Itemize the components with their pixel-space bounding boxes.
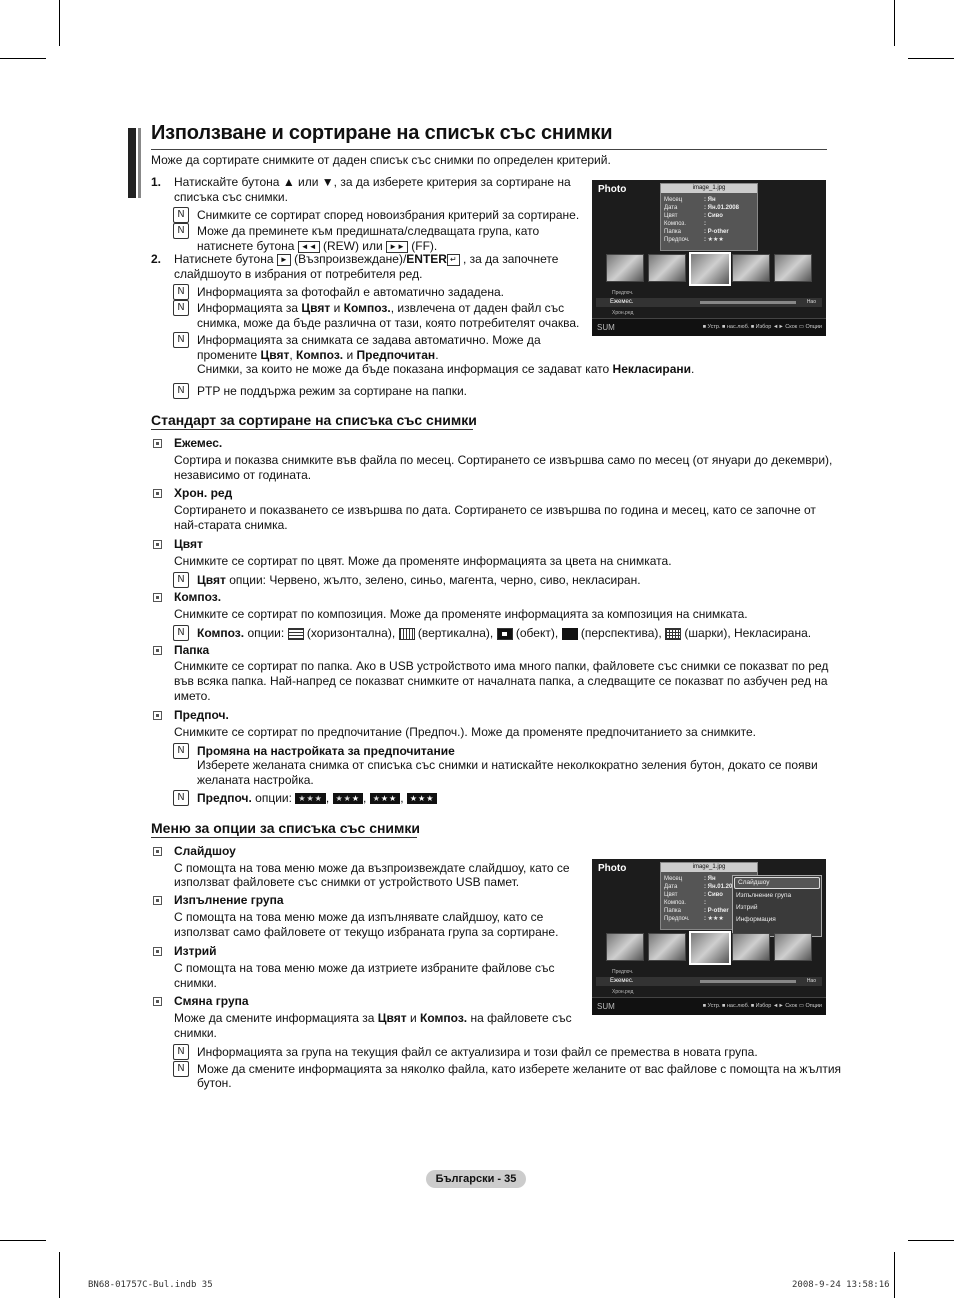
menu-item-delete[interactable]: Изтрий	[736, 904, 758, 911]
group-slider[interactable]	[700, 301, 796, 304]
pattern-composition-icon	[665, 628, 681, 640]
slider-end-label: Нао	[806, 978, 816, 984]
item-text: снимки.	[174, 1026, 217, 1040]
note-icon: N	[173, 207, 189, 223]
note-text-part: Цвят	[197, 573, 226, 587]
bullet-icon	[153, 896, 162, 905]
bullet-icon	[153, 847, 162, 856]
screen-footer	[592, 997, 826, 1015]
info-row	[664, 883, 732, 891]
item-title: Папка	[174, 643, 210, 657]
note-text-part: (вертикална),	[417, 626, 494, 640]
note-text-part: натиснете бутона	[197, 239, 295, 253]
note-icon: N	[173, 572, 189, 588]
item-title: Предпоч.	[174, 708, 229, 722]
photo-thumbnail[interactable]	[732, 933, 770, 961]
info-key: Предпоч.	[664, 916, 690, 922]
step-text-part: Натиснете бутона	[174, 252, 274, 266]
preference-3-stars-icon: ★★★	[407, 793, 438, 804]
info-key: Месец	[664, 197, 683, 203]
item-text: Снимките се сортират по предпочитание (Предпоч.). Може да променяте предпочитанието за снимките.	[174, 725, 756, 739]
group-slider[interactable]	[700, 980, 796, 983]
note-text: Снимки, за които не може да бъде показана информация се задават като Некласирани.	[197, 362, 695, 376]
step-text-part: , за да започнете	[463, 252, 559, 266]
info-value: : ★★★	[704, 237, 724, 243]
note-text-part: Предпоч.	[197, 791, 252, 805]
note-text: желаната настройка.	[197, 773, 314, 787]
item-text-part: Цвят	[377, 1011, 407, 1025]
info-row	[664, 899, 732, 907]
note-text-part: (перспектива),	[580, 626, 662, 640]
note-text-part: Некласирани	[612, 362, 691, 376]
photo-thumbnail[interactable]	[732, 254, 770, 282]
step-text-part: ENTER	[406, 252, 447, 266]
note-text: Може да смените информацията за няколко файла, като изберете желаните от вас файлове с помощта на жълтия	[197, 1062, 842, 1076]
info-row	[664, 907, 732, 915]
file-info-panel	[660, 183, 758, 251]
rew-icon: ◄◄	[298, 241, 320, 253]
page-number-badge: Български - 35	[426, 1170, 526, 1188]
info-value: : Ян	[704, 876, 716, 882]
item-title: Хрон. ред	[174, 486, 233, 500]
item-text-part: Композ.	[420, 1011, 468, 1025]
preference-0-stars-icon: ★★★	[295, 793, 326, 804]
info-key: Папка	[664, 229, 681, 235]
item-title: Композ.	[174, 590, 222, 604]
note-text-part: Цвят	[301, 301, 331, 315]
note-text	[197, 301, 564, 316]
item-text: Снимките се сортират по папка. Ако в USB устройството има много папки, файловете със снимки се показват по ред	[174, 659, 829, 673]
item-text: най-старата снимка.	[174, 518, 288, 532]
info-key: Месец	[664, 876, 683, 882]
bullet-icon	[153, 711, 162, 720]
item-text: във всяка папка. Най-напред се показват снимките от началната папка, а следващите се показват по азбучен ред на	[174, 674, 828, 688]
note-icon: N	[173, 743, 189, 759]
note-text: Информацията за група на текущия файл се актуализира и този файл се премества в новата група.	[197, 1045, 758, 1059]
note-text-part: опции: Червено, жълто, зелено, синьо, магента, черно, сиво, некласиран.	[229, 573, 641, 587]
sort-prev: Предпоч.	[612, 969, 634, 975]
tv-screen-options-menu	[592, 859, 826, 1015]
item-text: Сортира и показва снимките във файла по месец. Сортирането се извършва само по месец (от януари до декември),	[174, 453, 833, 467]
crop-mark	[59, 0, 60, 46]
print-imprint: BN68-01757C-Bul.indb 35	[88, 1280, 213, 1290]
info-value: :	[704, 221, 706, 227]
horizontal-composition-icon	[288, 628, 304, 640]
note-text-part: Информацията за	[197, 301, 299, 315]
bullet-icon	[153, 439, 162, 448]
note-text-part: (обект),	[515, 626, 559, 640]
section-heading: Стандарт за сортиране на списъка със снимки	[151, 412, 477, 428]
note-text: Информацията за снимката се задава автоматично. Може да	[197, 333, 541, 347]
info-key: Папка	[664, 908, 681, 914]
preference-2-stars-icon: ★★★	[370, 793, 401, 804]
photo-thumbnail-selected[interactable]	[689, 252, 731, 286]
info-key: Цвят	[664, 213, 678, 219]
info-rows	[664, 875, 732, 923]
info-value: : P-other	[704, 229, 729, 235]
screen-title: Photo	[598, 184, 627, 195]
perspective-composition-icon	[562, 628, 578, 640]
crop-mark	[59, 1252, 60, 1298]
item-text	[174, 1011, 572, 1026]
photo-thumbnail[interactable]	[648, 933, 686, 961]
note-text: промените Цвят, Композ. и Предпочитан.	[197, 348, 439, 362]
bullet-icon	[153, 540, 162, 549]
menu-item-slideshow[interactable]: Слайдшоу	[734, 877, 820, 889]
play-icon: ►	[277, 254, 291, 266]
info-key: Предпоч.	[664, 237, 690, 243]
note-text: Предпоч. опции: ★★★ , ★★★ , ★★★ , ★★★	[197, 791, 437, 806]
footer-buttons: ■ Устр. ■ нас.люб. ■ Избор ◄► Скок ▭ Опции	[702, 1003, 822, 1009]
note-text-part: (REW) или	[322, 239, 383, 253]
note-icon: N	[173, 1061, 189, 1077]
bullet-icon	[153, 947, 162, 956]
info-key: Дата	[664, 884, 678, 890]
info-row	[664, 236, 739, 244]
info-row	[664, 915, 732, 923]
note-title: Промяна на настройката за предпочитание	[197, 744, 455, 758]
file-name: image_1.jpg	[661, 863, 757, 872]
info-row	[664, 196, 739, 204]
title-accent-bar	[128, 128, 136, 198]
ff-icon: ►►	[386, 241, 408, 253]
info-rows	[664, 196, 739, 244]
screen-footer	[592, 318, 826, 336]
note-text-part: Предпочитан	[356, 348, 436, 362]
crop-mark	[0, 58, 46, 59]
photo-thumbnail-selected[interactable]	[689, 931, 731, 965]
note-text: снимка, може да бъде различна от тази, която потребителят очаква.	[197, 316, 580, 330]
item-text: С помощта на това меню може да изпълнявате слайдшоу, като се	[174, 910, 544, 924]
note-text-part: (шарки), Некласирана.	[684, 626, 812, 640]
photo-thumbnail[interactable]	[648, 254, 686, 282]
vertical-composition-icon	[399, 628, 415, 640]
note-text-part: Снимки, за които не може да бъде показана информация се задават като	[197, 362, 610, 376]
photo-thumbnail[interactable]	[606, 933, 644, 961]
item-text: С помощта на това меню може да изтриете избраните файлове със	[174, 961, 555, 975]
sort-current: Ежемес.	[610, 978, 634, 984]
item-text: независимо от годината.	[174, 468, 312, 482]
item-text: използват файловете със снимки от устройството USB памет.	[174, 875, 520, 889]
info-row	[664, 875, 732, 883]
item-title: Ежемес.	[174, 436, 223, 450]
note-icon: N	[173, 790, 189, 806]
note-icon: N	[173, 223, 189, 239]
sort-prev: Предпоч.	[612, 290, 634, 296]
info-value: : Ян	[704, 197, 716, 203]
note-text: Снимките се сортират според новоизбрания критерий за сортиране.	[197, 208, 580, 222]
item-text: името.	[174, 689, 211, 703]
item-text: използват само файловете от текущо избраната група за сортиране.	[174, 925, 559, 939]
note-text-part: (хоризонтална),	[306, 626, 396, 640]
info-key: Композ.	[664, 900, 686, 906]
photo-thumbnail[interactable]	[774, 254, 812, 282]
note-icon: N	[173, 284, 189, 300]
sort-next: Хрон.ред	[612, 989, 634, 995]
note-icon: N	[173, 625, 189, 641]
note-text-part: , извлечена от даден файл със	[390, 301, 565, 315]
item-text: Снимките се сортират по композиция. Може да променяте информацията за композиция на снимката.	[174, 607, 748, 621]
note-text-part: Композ.	[343, 301, 391, 315]
enter-icon: ↵	[447, 254, 460, 266]
info-value: : ★★★	[704, 916, 724, 922]
sum-label: SUM	[597, 323, 615, 332]
note-text: бутон.	[197, 1076, 232, 1090]
section-heading: Меню за опции за списъка със снимки	[151, 820, 421, 836]
sort-current: Ежемес.	[610, 299, 634, 305]
footer-buttons: ■ Устр. ■ нас.люб. ■ Избор ◄► Скок ▭ Опции	[702, 324, 822, 330]
photo-thumbnail[interactable]	[606, 254, 644, 282]
sum-label: SUM	[597, 1002, 615, 1011]
menu-item-information[interactable]: Информация	[736, 916, 776, 923]
note-text-part: промените	[197, 348, 258, 362]
crop-mark	[0, 1240, 46, 1241]
item-title: Слайдшоу	[174, 844, 236, 858]
page-title: Използване и сортиране на списък със снимки	[151, 122, 613, 144]
section-underline	[151, 837, 417, 838]
info-key: Композ.	[664, 221, 686, 227]
menu-item-play-group[interactable]: Изпълнение група	[736, 892, 792, 899]
photo-thumbnail[interactable]	[774, 933, 812, 961]
note-text-part: Цвят	[260, 348, 290, 362]
item-text: Снимките се сортират по цвят. Може да променяте информацията за цвета на снимката.	[174, 554, 672, 568]
item-title: Изтрий	[174, 944, 217, 958]
note-text-part: опции:	[247, 626, 285, 640]
note-text-part: Композ.	[296, 348, 344, 362]
item-text: снимки.	[174, 976, 217, 990]
note-icon: N	[173, 383, 189, 399]
item-text-part: на файловете със	[470, 1011, 572, 1025]
info-value: : Ян.01.2008	[704, 205, 739, 211]
step-text: списъка със снимки.	[174, 190, 288, 204]
info-value: :	[704, 900, 706, 906]
crop-mark	[894, 0, 895, 46]
info-row	[664, 220, 739, 228]
options-menu	[732, 875, 822, 937]
info-row	[664, 212, 739, 220]
note-text-part: и	[333, 301, 341, 315]
sort-next: Хрон.ред	[612, 310, 634, 316]
print-timestamp: 2008-9-24 13:58:16	[792, 1280, 890, 1290]
note-text	[197, 573, 641, 588]
note-text: PTP не поддържа режим за сортиране на папки.	[197, 384, 467, 398]
note-text: Може да преминете към предишната/следващата група, като	[197, 224, 540, 238]
title-divider	[151, 149, 827, 150]
object-composition-icon	[497, 628, 513, 640]
note-text-part: Композ.	[197, 626, 245, 640]
item-text: Сортирането и показването се извършва по дата. Сортирането се извършва по година и месец, като се започне от	[174, 503, 816, 517]
bullet-icon	[153, 997, 162, 1006]
info-value: : Сиво	[704, 892, 723, 898]
note-text	[197, 626, 811, 641]
step-number: 2.	[151, 252, 162, 266]
note-icon: N	[173, 332, 189, 348]
step-number: 1.	[151, 175, 162, 189]
tv-screen-photo-list	[592, 180, 826, 336]
screen-title: Photo	[598, 863, 627, 874]
crop-mark	[894, 1252, 895, 1298]
note-text-part: (FF).	[411, 239, 438, 253]
step-text: слайдшоуто в избрания от потребителя ред.	[174, 267, 423, 281]
section-underline	[151, 429, 473, 430]
sort-bar[interactable]	[596, 298, 822, 307]
info-row	[664, 891, 732, 899]
note-text-part: и	[346, 348, 354, 362]
note-text-part: опции:	[255, 791, 292, 805]
crop-mark	[908, 58, 954, 59]
item-text: С помощта на това меню може да възпроизвеждате слайдшоу, като се	[174, 861, 570, 875]
step-text-part: (Възпроизвеждане)/	[294, 252, 407, 266]
preference-1-star-icon: ★★★	[333, 793, 364, 804]
thumbnail-strip	[606, 931, 812, 961]
note-text: Информацията за фотофайл е автоматично зададена.	[197, 285, 504, 299]
info-row	[664, 204, 739, 212]
step-text: Натискайте бутона ▲ или ▼, за да изберете критерия за сортиране на	[174, 175, 571, 189]
crop-mark	[908, 1240, 954, 1241]
slider-end-label: Нао	[806, 299, 816, 305]
info-value: : Ян.01.20	[704, 884, 733, 890]
thumbnail-strip	[606, 252, 812, 282]
info-key: Цвят	[664, 892, 678, 898]
bullet-icon	[153, 593, 162, 602]
title-accent-bar	[138, 128, 141, 198]
file-name: image_1.jpg	[661, 184, 757, 193]
bullet-icon	[153, 646, 162, 655]
item-title: Смяна група	[174, 994, 249, 1008]
item-text-part: и	[410, 1011, 417, 1025]
item-title: Цвят	[174, 537, 203, 551]
item-title: Изпълнение група	[174, 893, 284, 907]
note-icon: N	[173, 1044, 189, 1060]
intro-text: Може да сортирате снимките от даден списък със снимки по определен критерий.	[151, 153, 611, 167]
info-key: Дата	[664, 205, 678, 211]
step-text	[174, 252, 558, 267]
item-text-part: Може да смените информацията за	[174, 1011, 375, 1025]
sort-bar[interactable]	[596, 977, 822, 986]
note-text: Изберете желаната снимка от списъка със снимки и натискайте неколкократно зеления бутон, докато се появи	[197, 758, 818, 772]
bullet-icon	[153, 489, 162, 498]
info-row	[664, 228, 739, 236]
info-value: : P-other	[704, 908, 729, 914]
note-icon: N	[173, 300, 189, 316]
info-value: : Сиво	[704, 213, 723, 219]
